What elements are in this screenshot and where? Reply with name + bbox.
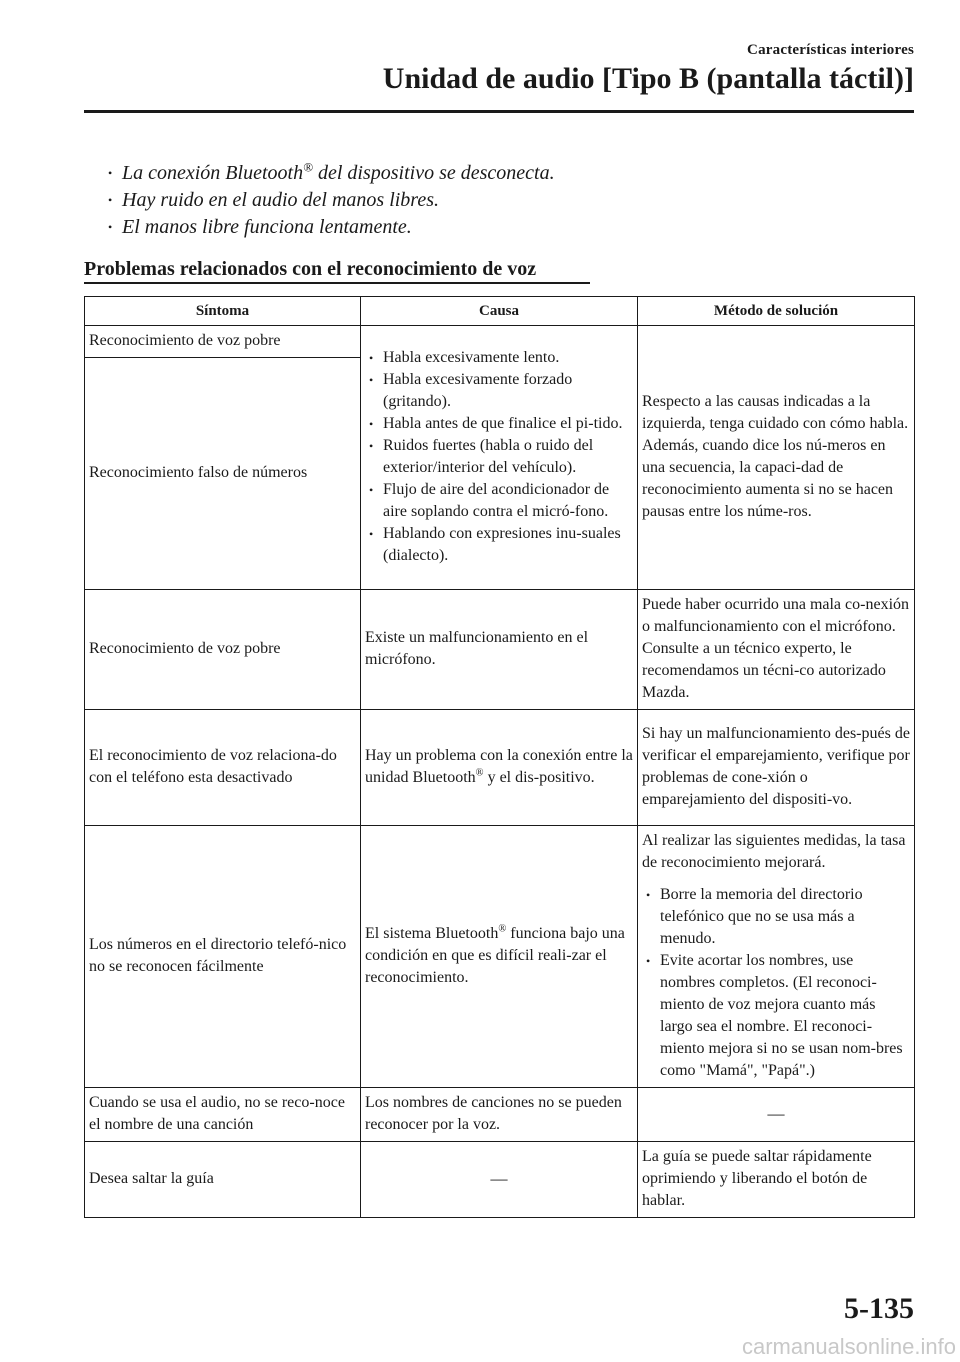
- section-subheading: Problemas relacionados con el reconocimiento de voz: [84, 258, 590, 284]
- registered-mark: ®: [475, 767, 484, 779]
- table-row: [85, 326, 915, 358]
- symptom-cell: Cuando se usa el audio, no se reco-noce el nombre de una canción: [85, 1088, 361, 1142]
- solution-list: [642, 884, 910, 1082]
- registered-mark: ®: [303, 159, 313, 175]
- registered-mark: ®: [498, 923, 507, 935]
- table-row: [85, 590, 915, 710]
- symptom-cell: Reconocimiento de voz pobre: [85, 326, 361, 358]
- symptom-cell: Desea saltar la guía: [85, 1142, 361, 1218]
- header-solution: Método de solución: [638, 297, 915, 326]
- cause-cell: [361, 326, 638, 590]
- cause-text: El sistema Bluetooth: [365, 925, 499, 942]
- cause-text: funciona bajo una condición en que es difícil reali-zar el reconocimiento.: [365, 925, 625, 986]
- list-item: • Habla antes de que finalice el pi-tido.: [365, 413, 633, 435]
- cause-text: y el dis-positivo.: [483, 769, 595, 786]
- intro-bullet: [108, 187, 555, 213]
- cause-cell: —: [361, 1142, 638, 1218]
- table-row: [85, 710, 915, 826]
- cause-cell: [361, 826, 638, 1088]
- solution-cell: La guía se puede saltar rápidamente oprimiendo y liberando el botón de hablar.: [638, 1142, 915, 1218]
- table-row: [85, 826, 915, 1088]
- page-title: Unidad de audio [Tipo B (pantalla táctil)]: [382, 62, 914, 95]
- watermark: carmanualsonline.info: [741, 1334, 956, 1359]
- cause-list: [365, 347, 633, 567]
- list-item: • Habla excesivamente lento.: [365, 347, 633, 369]
- list-item: • Ruidos fuertes (habla o ruido del exterior/interior del vehículo).: [365, 435, 633, 479]
- solution-cell: [638, 826, 915, 1088]
- bullet-text: Hay ruido en el audio del manos libres.: [122, 189, 440, 211]
- list-item: • Hablando con expresiones inu-suales (dialecto).: [365, 523, 633, 567]
- bullet-text: El manos libre funciona lentamente.: [122, 216, 412, 238]
- table-header-row: [85, 297, 915, 326]
- cause-text: Hay un problema con la conexión entre la unidad Bluetooth: [365, 747, 633, 786]
- bullet-text: La conexión Bluetooth: [122, 162, 304, 184]
- symptom-cell: El reconocimiento de voz relaciona-do con el teléfono esta desactivado: [85, 710, 361, 826]
- title-rule: [84, 110, 914, 113]
- solution-cell: Respecto a las causas indicadas a la izquierda, tenga cuidado con cómo habla. Además, cuando dice los nú-meros en una secuencia, la capaci-dad de reconocimiento aumenta si no se hacen pausas entre los núme-ros.: [638, 326, 915, 590]
- cause-cell: Los nombres de canciones no se pueden reconocer por la voz.: [361, 1088, 638, 1142]
- cause-cell: Existe un malfuncionamiento en el micrófono.: [361, 590, 638, 710]
- solution-cell: Puede haber ocurrido una mala co-nexión o malfuncionamiento con el micrófono. Consulte a un técnico experto, le recomendamos un técni-co autorizado Mazda.: [638, 590, 915, 710]
- list-item: • Evite acortar los nombres, use nombres completos. (El reconoci-miento de voz mejora cuanto más largo sea el nombre. El reconoci-miento mejora si no se usan nom-bres como "Mamá", "Papá".): [642, 950, 910, 1082]
- intro-bullet: [108, 214, 555, 240]
- bullet-text: del dispositivo se desconecta.: [312, 162, 555, 184]
- solution-cell: —: [638, 1088, 915, 1142]
- solution-intro: Al realizar las siguientes medidas, la tasa de reconocimiento mejorará.: [642, 832, 906, 871]
- header-symptom: Síntoma: [85, 297, 361, 326]
- section-label: Características interiores: [747, 42, 914, 58]
- header-cause: Causa: [361, 297, 638, 326]
- solution-cell: Si hay un malfuncionamiento des-pués de verificar el emparejamiento, verifique por problemas de cone-xión o emparejamiento del dispositi-vo.: [638, 710, 915, 826]
- intro-bullet: [108, 160, 555, 186]
- table-row: [85, 1088, 915, 1142]
- symptom-cell: Los números en el directorio telefó-nico no se reconocen fácilmente: [85, 826, 361, 1088]
- symptom-cell: Reconocimiento falso de números: [85, 358, 361, 590]
- page-number: 5-135: [844, 1292, 914, 1325]
- cause-cell: [361, 710, 638, 826]
- troubleshooting-table: [84, 296, 915, 1218]
- list-item: • Borre la memoria del directorio telefónico que no se usa más a menudo.: [642, 884, 910, 950]
- intro-bullet-list: [108, 160, 555, 241]
- table-row: [85, 1142, 915, 1218]
- list-item: • Flujo de aire del acondicionador de aire soplando contra el micró-fono.: [365, 479, 633, 523]
- symptom-cell: Reconocimiento de voz pobre: [85, 590, 361, 710]
- list-item: • Habla excesivamente forzado (gritando).: [365, 369, 633, 413]
